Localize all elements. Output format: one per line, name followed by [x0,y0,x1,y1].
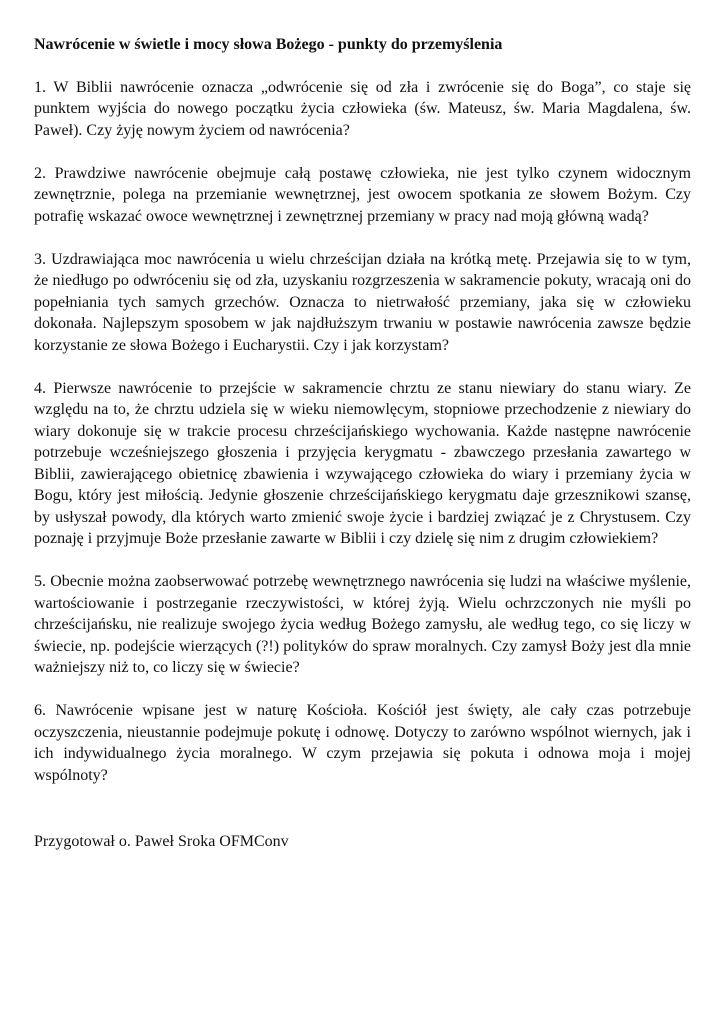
paragraph-4: 4. Pierwsze nawrócenie to przejście w sakramencie chrztu ze stanu niewiary do stanu wiary. Ze względu na to, że chrztu udziela się w wieku niemowlęcym, stopniowe przechodzenie z niewiary do wiary dokonuje się w trakcie procesu chrześcijańskiego wychowania. Każde następne nawrócenie potrzebuje wcześniejszego głoszenia i przyjęcia kerygmatu - zbawczego przesłania zawartego w Biblii, zawierającego obietnicę zbawienia i wzywającego człowieka do wiary i przemiany życia w Bogu, który jest miłością. Jedynie głoszenie chrześcijańskiego kerygmatu daje grzesznikowi szansę, by usłyszał powody, dla których warto zmienić swoje życie i bardziej związać je z Chrystusem. Czy poznaję i przyjmuje Boże przesłanie zawarte w Biblii i czy dzielę się nim z drugim człowiekiem? [34,379,691,547]
paragraph-5: 5. Obecnie można zaobserwować potrzebę wewnętrznego nawrócenia się ludzi na właściwe myślenie, wartościowanie i postrzeganie rzeczywistości, w której żyją. Wielu ochrzczonych nie myśli po chrześcijańsku, nie realizuje swojego życia według Bożego zamysłu, ale według tego, co się liczy w świecie, np. podejście wierzących (?!) polityków do spraw moralnych. Czy zamysł Boży jest dla mnie ważniejszy niż to, co liczy się w świecie? [34,573,691,676]
paragraph-2: 2. Prawdziwe nawrócenie obejmuje całą postawę człowieka, nie jest tylko czynem widocznym zewnętrznie, polega na przemianie wewnętrznej, jest owocem spotkania ze słowem Bożym. Czy potrafię wskazać owoce wewnętrznej i zewnętrznej przemiany w pracy nad moją główną wadą? [34,164,691,225]
document-page [34,34,691,853]
paragraph-1: 1. W Biblii nawrócenie oznacza „odwrócenie się od zła i zwrócenie się do Boga”, co staje się punktem wyjścia do nowego początku życia człowieka (św. Mateusz, św. Maria Magdalena, św. Paweł). Czy żyję nowym życiem od nawrócenia? [34,78,691,139]
paragraph-3: 3. Uzdrawiająca moc nawrócenia u wielu chrześcijan działa na krótką metę. Przejawia się to w tym, że niedługo po odwróceniu się od zła, uzyskaniu rozgrzeszenia w sakramencie pokuty, wracają oni do popełniania tych samych grzechów. Oznacza to nietrwałość przemiany, jaka się w człowieku dokonała. Najlepszym sposobem w jak najdłuższym trwaniu w postawie nawrócenia zawsze będzie korzystanie ze słowa Bożego i Eucharystii. Czy i jak korzystam? [34,250,691,354]
paragraph-6: 6. Nawrócenie wpisane jest w naturę Kościoła. Kościół jest święty, ale cały czas potrzebuje oczyszczenia, nieustannie podejmuje pokutę i odnowę. Dotyczy to zarówno wspólnot wiernych, jak i ich indywidualnego życia moralnego. W czym przejawia się pokuta i odnowa moja i mojej wspólnoty? [34,702,691,784]
document-title: Nawrócenie w świetle i mocy słowa Bożego - punkty do przemyślenia [34,36,503,53]
author-signature: Przygotował o. Paweł Sroka OFMConv [34,833,289,850]
